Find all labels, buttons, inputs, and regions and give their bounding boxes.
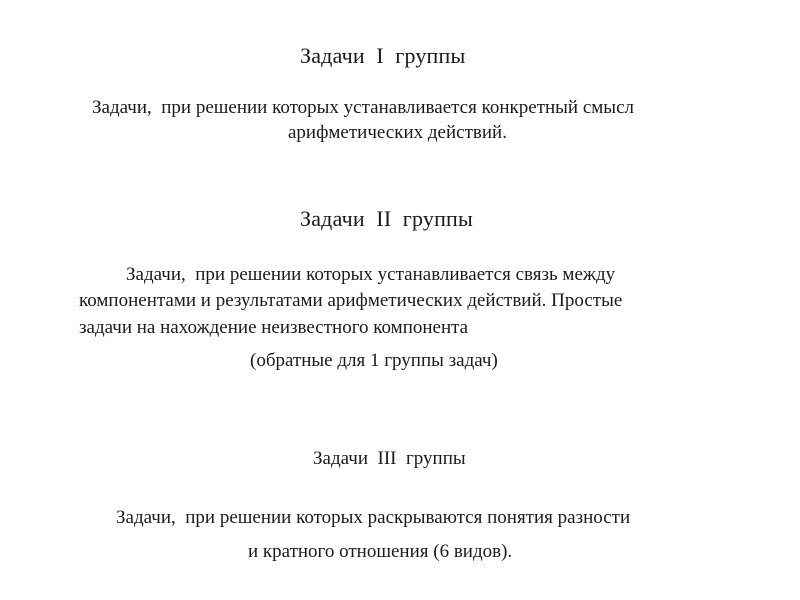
group-2-heading: Задачи II группы [300, 206, 474, 231]
group-3-heading: Задачи III группы [313, 448, 466, 469]
group-1-text-line-1: Задачи, при решении которых устанавливается конкретный смысл [92, 97, 634, 118]
group-2-text-line-3: задачи на нахождение неизвестного компонента [79, 317, 469, 338]
group-3-text-line-2: и кратного отношения (6 видов). [248, 541, 513, 562]
group-2-text-line-4: (обратные для 1 группы задач) [250, 350, 498, 371]
group-3-text-line-1: Задачи, при решении которых раскрываются понятия разности [116, 507, 631, 528]
group-2-text-line-2: компонентами и результатами арифметических действий. Простые [79, 290, 623, 311]
group-1-text-line-2: арифметических действий. [288, 122, 507, 143]
group-1-heading: Задачи I группы [300, 43, 466, 68]
group-2-text-line-1: Задачи, при решении которых устанавливается связь между [126, 264, 616, 285]
